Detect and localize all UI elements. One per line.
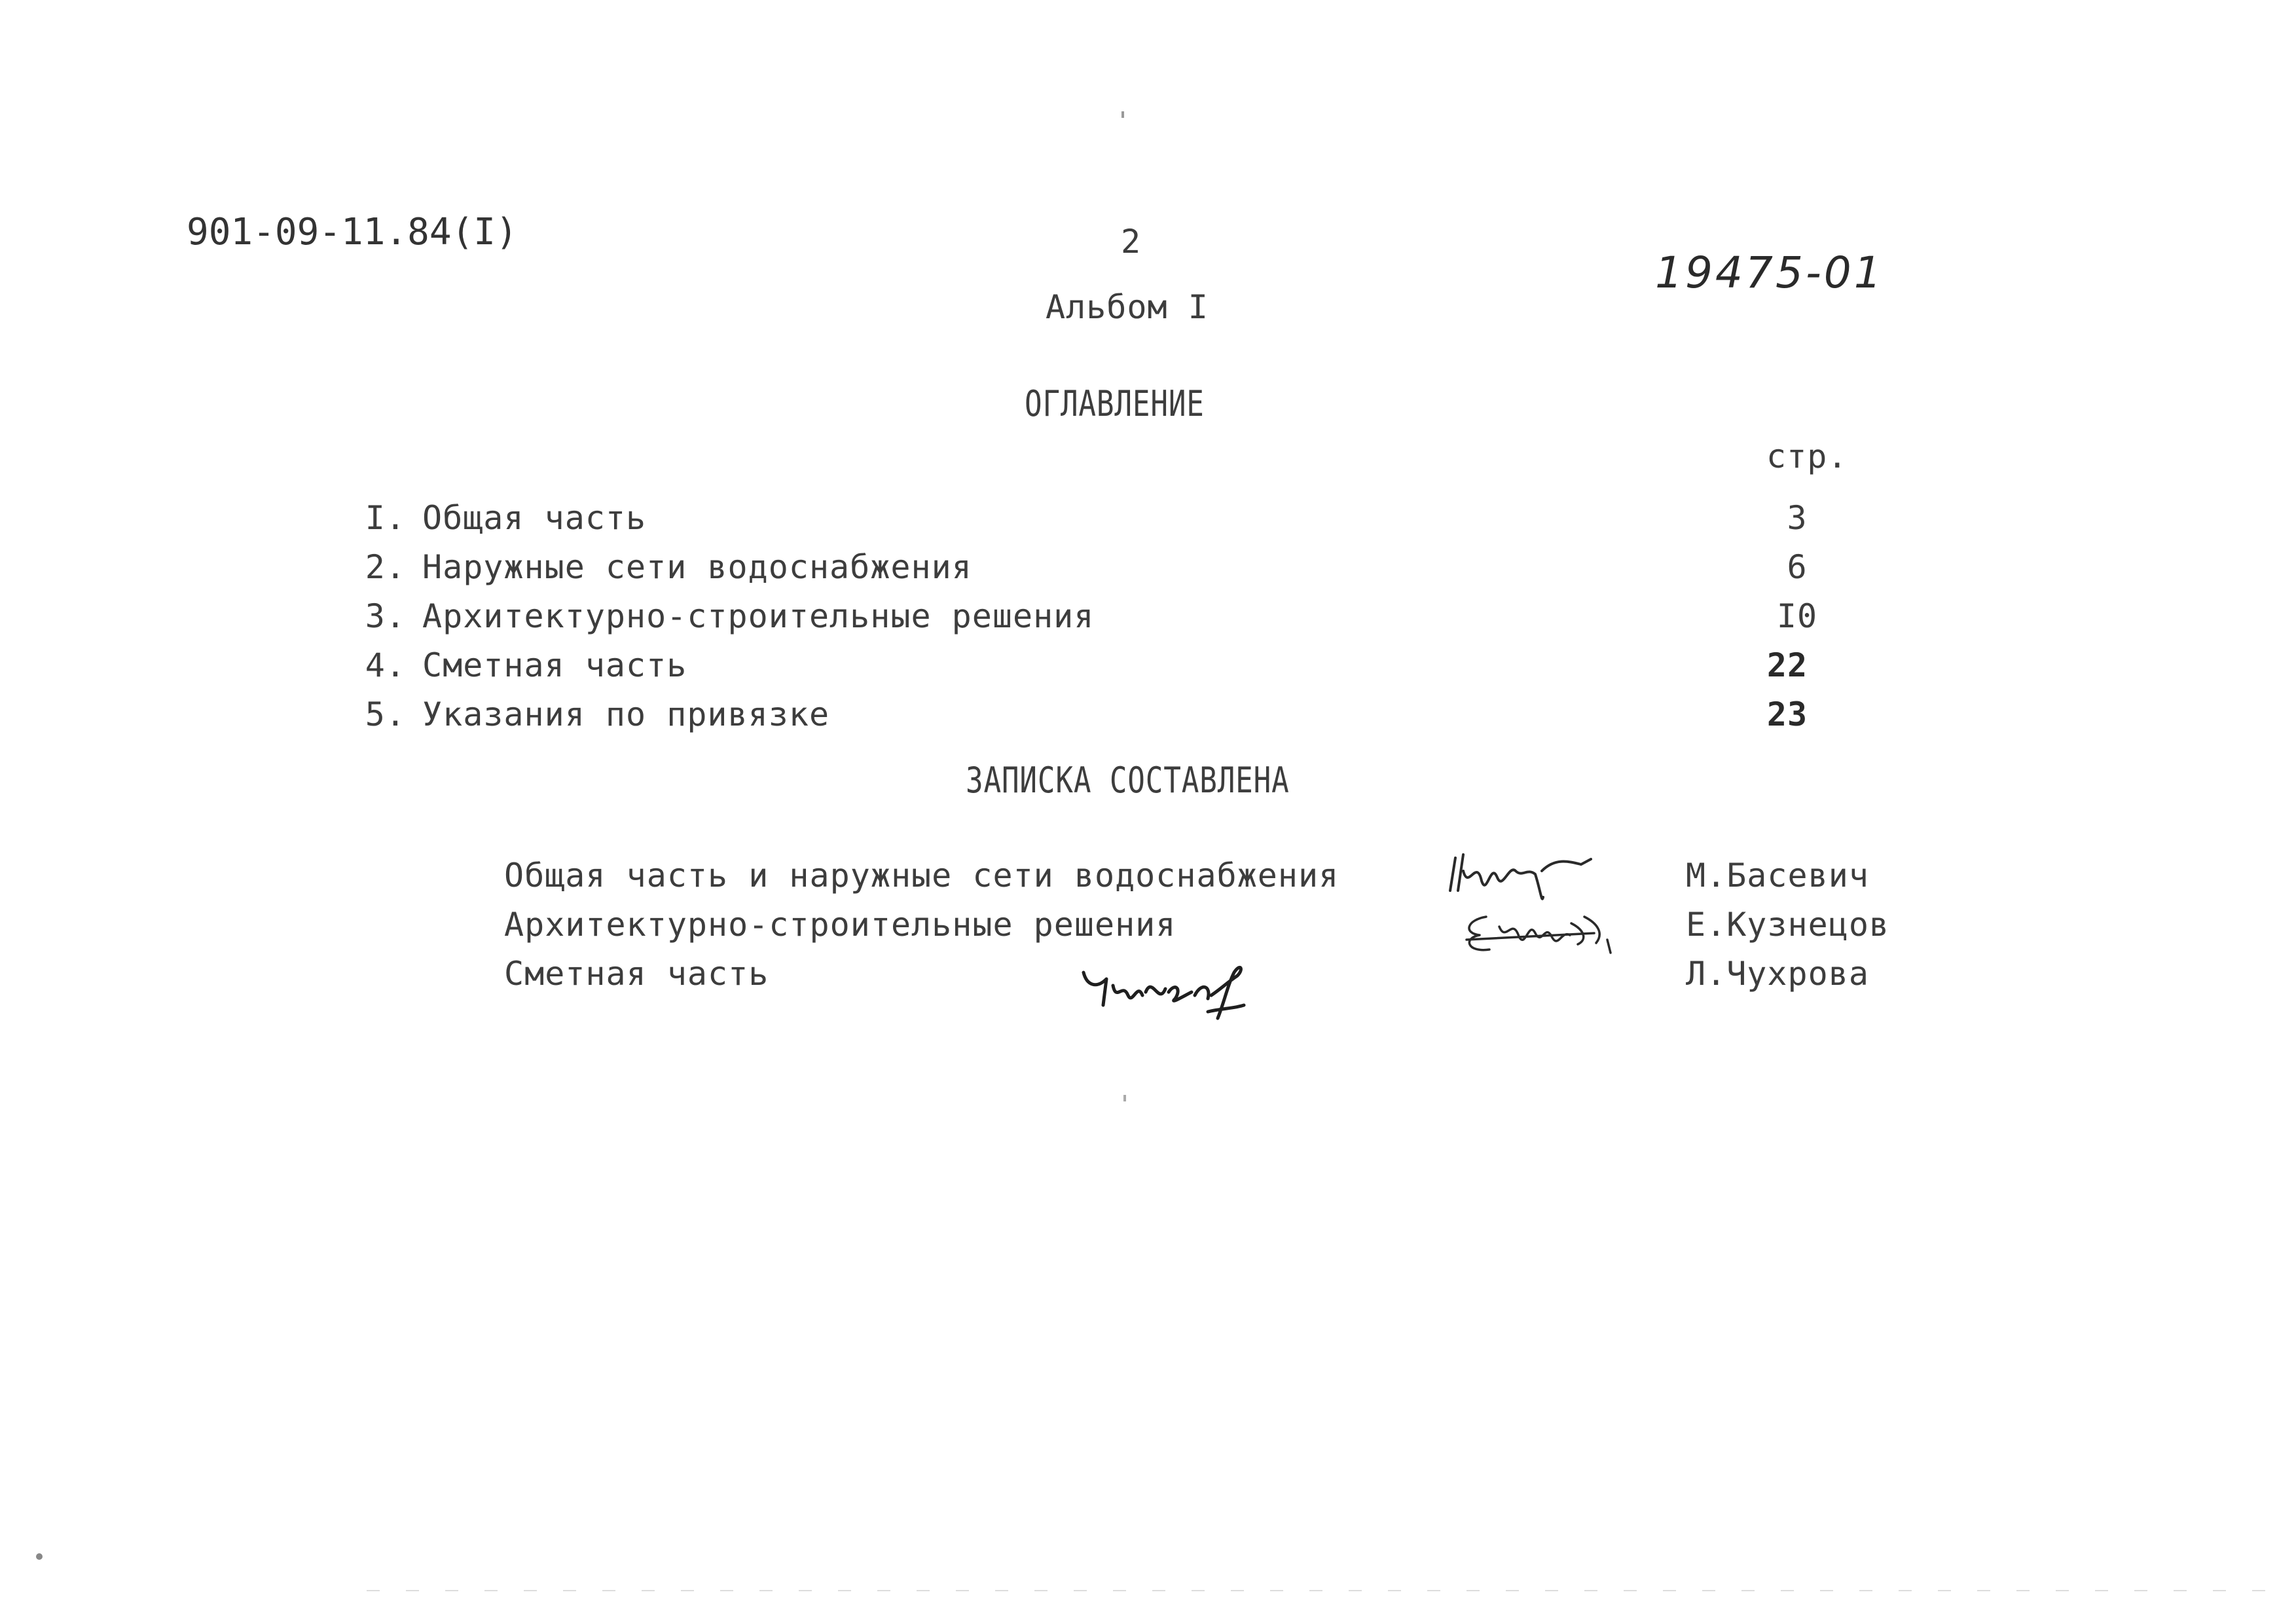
author-name: М.Басевич (1686, 857, 1869, 895)
author-section: Архитектурно-строительные решения (504, 906, 1176, 944)
author-name: Е.Кузнецов (1686, 906, 1890, 944)
toc-title: ОГЛАВЛЕНИЕ (1025, 383, 1205, 424)
toc-item-label: Наружные сети водоснабжения (422, 548, 972, 586)
toc-item-number: 2. (365, 548, 406, 586)
author-section: Сметная часть (504, 955, 769, 993)
signature-chukhrova (1077, 956, 1254, 1028)
archive-number: 19475-01 (1655, 248, 1884, 298)
signature-basevich (1444, 845, 1594, 904)
scan-speck (36, 1553, 43, 1560)
toc-item-label: Общая часть (422, 499, 647, 537)
toc-item-page: 22 (1766, 646, 1808, 684)
toc-item-number: I. (365, 499, 406, 537)
toc-page-column-label: стр. (1766, 437, 1848, 475)
toc-item-page: I0 (1776, 597, 1818, 635)
signature-kuznetsov (1453, 904, 1617, 963)
toc-item-label: Сметная часть (422, 646, 687, 684)
scan-edge-line (367, 1590, 2265, 1591)
authors-title: ЗАПИСКА СОСТАВЛЕНА (966, 760, 1290, 801)
author-name: Л.Чухрова (1686, 955, 1869, 993)
toc-item-page: 23 (1766, 695, 1808, 733)
doc-code: 901-09-11.84(I) (187, 211, 518, 253)
toc-item-label: Архитектурно-строительные решения (422, 597, 1095, 635)
toc-item-label: Указания по привязке (422, 695, 830, 733)
toc-item-number: 5. (365, 695, 406, 733)
page-number: 2 (1121, 223, 1142, 261)
toc-item-page: 3 (1787, 499, 1808, 537)
scan-speck (1123, 1095, 1126, 1101)
author-section: Общая часть и наружные сети водоснабжения (504, 857, 1339, 895)
toc-item-number: 3. (365, 597, 406, 635)
album-label: Альбом I (1046, 288, 1209, 326)
toc-item-page: 6 (1787, 548, 1808, 586)
scan-speck (1121, 111, 1124, 118)
toc-item-number: 4. (365, 646, 406, 684)
